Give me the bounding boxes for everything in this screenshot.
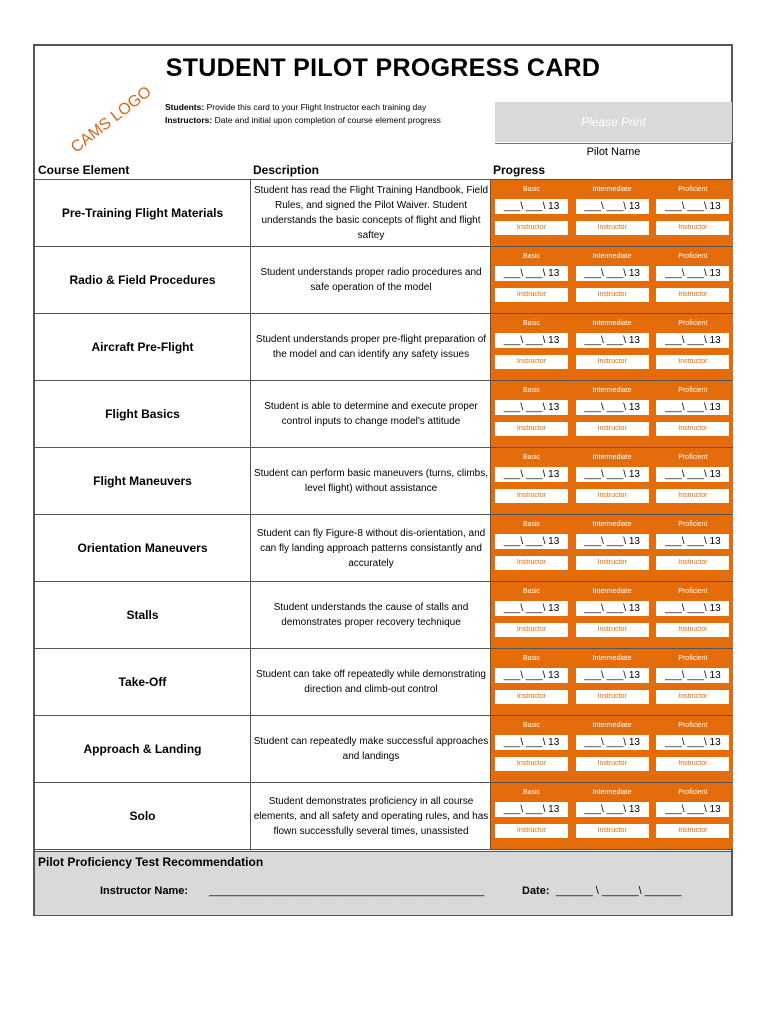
date-entry-field[interactable]: ___\ ___\ 13 (495, 199, 568, 214)
progress-level-0 (491, 247, 572, 313)
progress-cell (490, 649, 733, 715)
students-instruction: Students: Provide this card to your Flight Instructor each training day (165, 102, 427, 112)
progress-level-2 (652, 515, 733, 581)
date-entry-field[interactable]: ___\ ___\ 13 (656, 199, 729, 214)
level-label: Proficient (678, 521, 708, 528)
progress-level-0 (491, 649, 572, 715)
date-entry-field[interactable]: ___\ ___\ 13 (656, 467, 729, 482)
description-cell (250, 649, 491, 715)
level-label: Basic (522, 789, 541, 796)
description-cell (250, 247, 491, 313)
instructor-initial-field[interactable]: Instructor (576, 288, 649, 302)
instructor-initial-field[interactable]: Instructor (656, 623, 729, 637)
instructor-initial-field[interactable]: Instructor (656, 757, 729, 771)
instructor-initial-field[interactable]: Instructor (656, 221, 729, 235)
course-element-description: Student can fly Figure-8 without dis-orientation, and can fly landing approach patterns consistantly and accurately (256, 527, 486, 569)
pilot-name-input[interactable]: Please Print (495, 102, 732, 142)
date-entry-field[interactable]: ___\ ___\ 13 (576, 400, 649, 415)
level-label: Intermediate (592, 454, 632, 461)
level-label: Intermediate (592, 588, 632, 595)
level-label: Intermediate (592, 387, 632, 394)
level-label: Proficient (678, 789, 708, 796)
date-entry-field[interactable]: ___\ ___\ 13 (495, 802, 568, 817)
progress-level-1 (572, 515, 653, 581)
course-element-description: Student can repeatedly make successful approaches and landings (253, 736, 489, 762)
instructor-initial-field[interactable]: Instructor (656, 556, 729, 570)
date-entry-field[interactable]: ___\ ___\ 13 (576, 467, 649, 482)
description-cell (250, 783, 491, 849)
recommendation-title: Pilot Proficiency Test Recommendation (38, 855, 264, 869)
progress-level-2 (652, 247, 733, 313)
progress-level-0 (491, 582, 572, 648)
course-element-name: Approach & Landing (83, 742, 202, 756)
level-label: Basic (522, 521, 541, 528)
level-label: Intermediate (592, 253, 632, 260)
course-element-description: Student has read the Flight Training Handbook, Field Rules, and signed the Pilot Waiver. Student understands the basic concepts of flight and flight saftey (253, 185, 489, 241)
date-entry-field[interactable]: ___\ ___\ 13 (576, 802, 649, 817)
progress-level-1 (572, 649, 653, 715)
course-element-name: Aircraft Pre-Flight (91, 340, 194, 354)
level-label: Intermediate (592, 789, 632, 796)
progress-level-2 (652, 381, 733, 447)
level-label: Intermediate (592, 655, 632, 662)
instructor-initial-field[interactable]: Instructor (576, 824, 649, 838)
level-label: Basic (522, 722, 541, 729)
level-label: Proficient (678, 387, 708, 394)
instructors-instruction: Instructors: Date and initial upon completion of course element progress (165, 115, 441, 125)
progress-level-1 (572, 381, 653, 447)
date-entry-field[interactable]: ___\ ___\ 13 (576, 601, 649, 616)
level-label: Proficient (678, 655, 708, 662)
level-label: Basic (522, 588, 541, 595)
progress-cell (490, 247, 733, 313)
progress-level-0 (491, 448, 572, 514)
date-entry-field[interactable]: ___\ ___\ 13 (576, 534, 649, 549)
date-entry-field[interactable]: ___\ ___\ 13 (495, 467, 568, 482)
instructor-initial-field[interactable]: Instructor (495, 690, 568, 704)
date-entry-field[interactable]: ___\ ___\ 13 (656, 400, 729, 415)
instructor-initial-field[interactable]: Instructor (576, 757, 649, 771)
instructor-initial-field[interactable]: Instructor (656, 288, 729, 302)
course-element-name: Take-Off (118, 675, 167, 689)
date-entry-field[interactable]: ___\ ___\ 13 (495, 400, 568, 415)
level-label: Intermediate (592, 722, 632, 729)
instructor-initial-field[interactable]: Instructor (495, 288, 568, 302)
progress-level-1 (572, 180, 653, 246)
progress-level-1 (572, 716, 653, 782)
instructor-initial-field[interactable]: Instructor (576, 422, 649, 436)
progress-level-2 (652, 649, 733, 715)
progress-level-2 (652, 582, 733, 648)
course-element-name: Flight Basics (105, 407, 180, 421)
instructor-initial-field[interactable]: Instructor (495, 355, 568, 369)
course-row (35, 649, 731, 716)
progress-level-1 (572, 247, 653, 313)
instructor-initial-field[interactable]: Instructor (495, 824, 568, 838)
instructor-initial-field[interactable]: Instructor (656, 355, 729, 369)
progress-level-0 (491, 314, 572, 380)
progress-header: Progress (493, 163, 546, 177)
instructor-name-label: Instructor Name: (100, 885, 189, 897)
date-entry-field[interactable]: ___\ ___\ 13 (656, 668, 729, 683)
date-entry-field[interactable]: ___\ ___\ 13 (495, 534, 568, 549)
progress-cell (490, 515, 733, 581)
level-label: Basic (522, 186, 541, 193)
course-element-description: Student demonstrates proficiency in all course elements, and all safety and operating rules, and has flown successfully several times, unassisted (253, 795, 489, 837)
course-row (35, 716, 731, 783)
description-cell (250, 716, 491, 782)
instructor-name-field[interactable]: _____________________________________________ (209, 885, 485, 897)
course-element-name: Flight Maneuvers (93, 474, 192, 488)
instructor-initial-field[interactable]: Instructor (495, 221, 568, 235)
progress-cell (490, 582, 733, 648)
logo-placeholder: CAMS LOGO (68, 83, 155, 157)
date-entry-field[interactable]: ___\ ___\ 13 (495, 601, 568, 616)
date-entry-field[interactable]: ___\ ___\ 13 (495, 735, 568, 750)
instructor-initial-field[interactable]: Instructor (495, 556, 568, 570)
date-label: Date: (522, 885, 550, 897)
course-row (35, 448, 731, 515)
course-row (35, 180, 731, 247)
date-entry-field[interactable]: ___\ ___\ 13 (656, 735, 729, 750)
instructor-initial-field[interactable]: Instructor (495, 623, 568, 637)
date-entry-field[interactable]: ___\ ___\ 13 (656, 802, 729, 817)
progress-cell (490, 314, 733, 380)
date-entry-field[interactable]: ___\ ___\ 13 (656, 333, 729, 348)
description-cell (250, 381, 491, 447)
course-element-name: Pre-Training Flight Materials (61, 206, 224, 220)
date-entry-field[interactable]: ___\ ___\ 13 (576, 333, 649, 348)
course-row (35, 314, 731, 381)
course-row (35, 381, 731, 448)
course-element-description: Student is able to determine and execute proper control inputs to change model's attitude (264, 401, 478, 427)
level-label: Intermediate (592, 521, 632, 528)
date-entry-field[interactable]: ___\ ___\ 13 (495, 333, 568, 348)
date-entry-field[interactable]: ___\ ___\ 13 (495, 266, 568, 281)
progress-level-1 (572, 783, 653, 849)
progress-level-2 (652, 180, 733, 246)
instructor-initial-field[interactable]: Instructor (656, 422, 729, 436)
level-label: Basic (522, 387, 541, 394)
progress-level-0 (491, 381, 572, 447)
course-element-name: Stalls (126, 608, 159, 622)
description-cell (250, 515, 491, 581)
instructor-initial-field[interactable]: Instructor (576, 221, 649, 235)
instructor-initial-field[interactable]: Instructor (495, 757, 568, 771)
course-row (35, 247, 731, 314)
progress-level-1 (572, 314, 653, 380)
instructor-initial-field[interactable]: Instructor (576, 556, 649, 570)
instructor-initial-field[interactable]: Instructor (656, 690, 729, 704)
course-element-description: Student understands proper pre-flight preparation of the model and can identify any safety issues (255, 334, 487, 360)
course-row (35, 582, 731, 649)
progress-level-0 (491, 515, 572, 581)
instructor-initial-field[interactable]: Instructor (656, 824, 729, 838)
date-field[interactable]: ______ \ ______\ ______ (556, 885, 682, 897)
progress-cell (490, 783, 733, 849)
course-element-description: Student can take off repeatedly while demonstrating direction and climb-out control (256, 669, 486, 695)
date-entry-field[interactable]: ___\ ___\ 13 (495, 668, 568, 683)
level-label: Basic (522, 454, 541, 461)
level-label: Proficient (678, 454, 708, 461)
date-entry-field[interactable]: ___\ ___\ 13 (576, 199, 649, 214)
instructor-initial-field[interactable]: Instructor (576, 690, 649, 704)
course-row (35, 515, 731, 582)
instructor-initial-field[interactable]: Instructor (495, 422, 568, 436)
progress-level-1 (572, 448, 653, 514)
course-row (35, 783, 731, 850)
date-entry-field[interactable]: ___\ ___\ 13 (656, 601, 729, 616)
level-label: Intermediate (592, 320, 632, 327)
pilot-name-underline (495, 143, 732, 144)
progress-cell (490, 180, 733, 246)
progress-card (33, 44, 733, 916)
instructor-initial-field[interactable]: Instructor (495, 489, 568, 503)
course-element-description: Student understands proper radio procedures and safe operation of the model (260, 267, 482, 293)
course-element-header: Course Element (38, 163, 130, 177)
level-label: Basic (522, 253, 541, 260)
instructor-initial-field[interactable]: Instructor (576, 489, 649, 503)
course-element-description: Student understands the cause of stalls and demonstrates proper recovery technique (273, 602, 469, 628)
progress-level-2 (652, 716, 733, 782)
level-label: Proficient (678, 186, 708, 193)
date-entry-field[interactable]: ___\ ___\ 13 (576, 266, 649, 281)
course-element-name: Radio & Field Procedures (69, 273, 216, 287)
level-label: Intermediate (592, 186, 632, 193)
recommendation-section (35, 851, 731, 915)
progress-level-2 (652, 783, 733, 849)
level-label: Proficient (678, 722, 708, 729)
date-entry-field[interactable]: ___\ ___\ 13 (576, 668, 649, 683)
progress-level-0 (491, 716, 572, 782)
course-element-name: Solo (129, 809, 156, 823)
date-entry-field[interactable]: ___\ ___\ 13 (656, 266, 729, 281)
instructor-initial-field[interactable]: Instructor (576, 623, 649, 637)
date-entry-field[interactable]: ___\ ___\ 13 (576, 735, 649, 750)
progress-level-2 (652, 448, 733, 514)
progress-cell (490, 448, 733, 514)
course-element-description: Student can perform basic maneuvers (turns, climbs, level flight) without assistance (254, 468, 488, 494)
description-cell (250, 582, 491, 648)
level-label: Proficient (678, 320, 708, 327)
pilot-name-label: Pilot Name (586, 146, 641, 158)
level-label: Basic (522, 655, 541, 662)
description-cell (250, 448, 491, 514)
level-label: Basic (522, 320, 541, 327)
page-title: STUDENT PILOT PROGRESS CARD (165, 54, 601, 82)
level-label: Proficient (678, 588, 708, 595)
progress-cell (490, 381, 733, 447)
course-element-name: Orientation Maneuvers (77, 541, 208, 555)
date-entry-field[interactable]: ___\ ___\ 13 (656, 534, 729, 549)
instructor-initial-field[interactable]: Instructor (656, 489, 729, 503)
progress-level-1 (572, 582, 653, 648)
progress-level-2 (652, 314, 733, 380)
progress-cell (490, 716, 733, 782)
level-label: Proficient (678, 253, 708, 260)
description-cell (250, 314, 491, 380)
description-header: Description (253, 163, 320, 177)
instructor-initial-field[interactable]: Instructor (576, 355, 649, 369)
progress-level-0 (491, 180, 572, 246)
description-cell (250, 180, 491, 246)
progress-level-0 (491, 783, 572, 849)
